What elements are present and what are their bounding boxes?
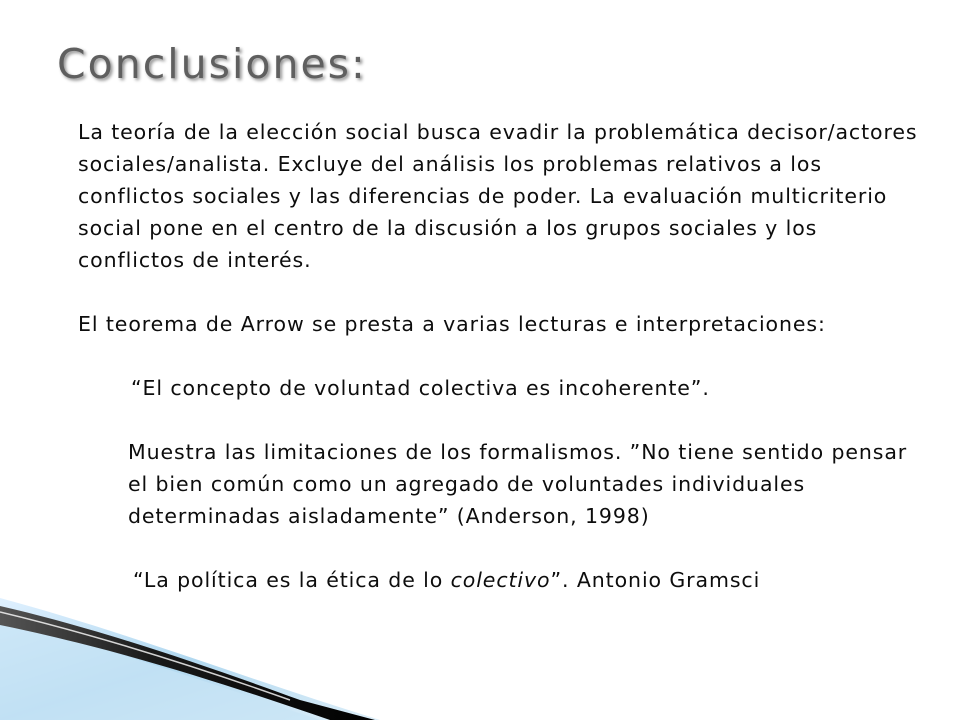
slide-body: [78, 116, 918, 596]
quote-gramsci: [78, 564, 918, 596]
slide-title: Conclusiones:: [57, 40, 367, 88]
light-blue-swoosh: [0, 598, 380, 720]
quote-collective-will: “El concepto de voluntad colectiva es incoherente”.: [131, 376, 710, 400]
quote-gramsci-emphasis: colectivo: [450, 568, 551, 592]
quote-gramsci-suffix: ”. Antonio Gramsci: [550, 568, 761, 592]
light-blue-swoosh-inner: [0, 620, 320, 720]
dark-swoosh: [0, 606, 375, 720]
white-highlight-stripe: [0, 612, 290, 700]
paragraph-formalism-limits: Muestra las limitaciones de los formalismos. ”No tiene sentido pensar el bien común como un agregado de voluntades individuales determinadas aisladamente” (Anderson, 1998): [128, 440, 908, 528]
paragraph-arrow-theorem: El teorema de Arrow se presta a varias lecturas e interpretaciones:: [78, 312, 826, 336]
paragraph-social-choice: La teoría de la elección social busca evadir la problemática decisor/actores sociales/analista. Excluye del análisis los problemas relativos a los conflictos sociales y las diferencias de poder. La evaluación multicriterio social pone en el centro de la discusión a los grupos sociales y los conflictos de interés.: [78, 120, 918, 272]
quote-gramsci-prefix: “La política es la ética de lo: [133, 568, 451, 592]
